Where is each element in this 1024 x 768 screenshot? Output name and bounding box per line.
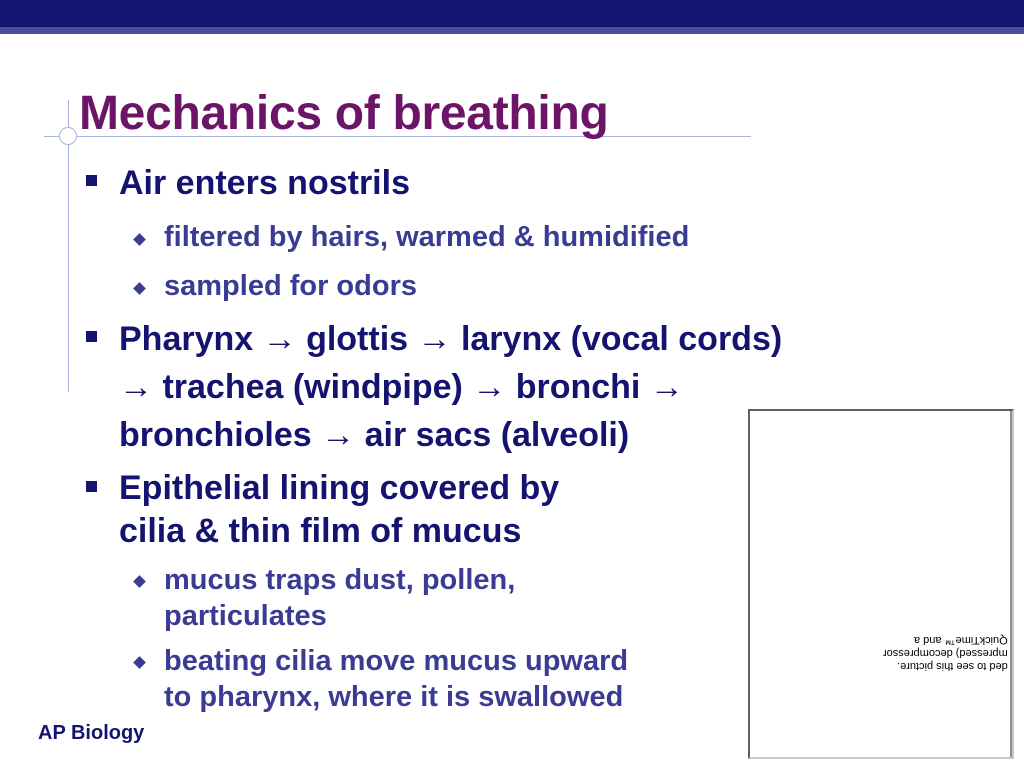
diamond-bullet-icon: [133, 656, 146, 669]
top-band: [0, 0, 1024, 27]
crosshair-circle-icon: [59, 127, 77, 145]
top-band-accent: [0, 27, 1024, 34]
diamond-bullet-icon: [133, 575, 146, 588]
bullet-air-enters: Air enters nostrils: [119, 164, 410, 202]
sub-bullet-cilia-line1: beating cilia move mucus upward: [164, 645, 629, 677]
diamond-bullet-icon: [133, 282, 146, 295]
diamond-bullet-icon: [133, 233, 146, 246]
sub-bullet-cilia-line2: to pharynx, where it is swallowed: [164, 681, 624, 713]
picture-placeholder: [748, 409, 1014, 759]
sub-bullet-mucus-traps-line2: particulates: [164, 600, 327, 632]
bullet-epithelial-line2: cilia & thin film of mucus: [119, 512, 522, 550]
placeholder-notice: [883, 633, 1008, 672]
bullet-airway-path-line1: Pharynx → glottis → larynx (vocal cords): [119, 320, 783, 358]
sub-bullet-mucus-traps-line1: mucus traps dust, pollen,: [164, 564, 516, 596]
bullet-airway-path-line2: → trachea (windpipe) → bronchi →: [119, 368, 684, 406]
bullet-airway-path-line3: bronchioles → air sacs (alveoli): [119, 416, 630, 454]
bullet-epithelial-line1: Epithelial lining covered by: [119, 469, 560, 507]
footer-label: AP Biology: [38, 722, 145, 744]
square-bullet-icon: [86, 481, 97, 492]
square-bullet-icon: [86, 331, 97, 342]
placeholder-line: mpressed) decompressor: [883, 647, 1008, 659]
slide-title: Mechanics of breathing: [79, 87, 609, 140]
placeholder-line: QuickTime™ and a: [914, 634, 1008, 646]
placeholder-line: ded to see this picture.: [897, 660, 1008, 672]
sub-bullet-sampled: sampled for odors: [164, 270, 417, 302]
square-bullet-icon: [86, 175, 97, 186]
sub-bullet-filtered: filtered by hairs, warmed & humidified: [164, 221, 690, 253]
